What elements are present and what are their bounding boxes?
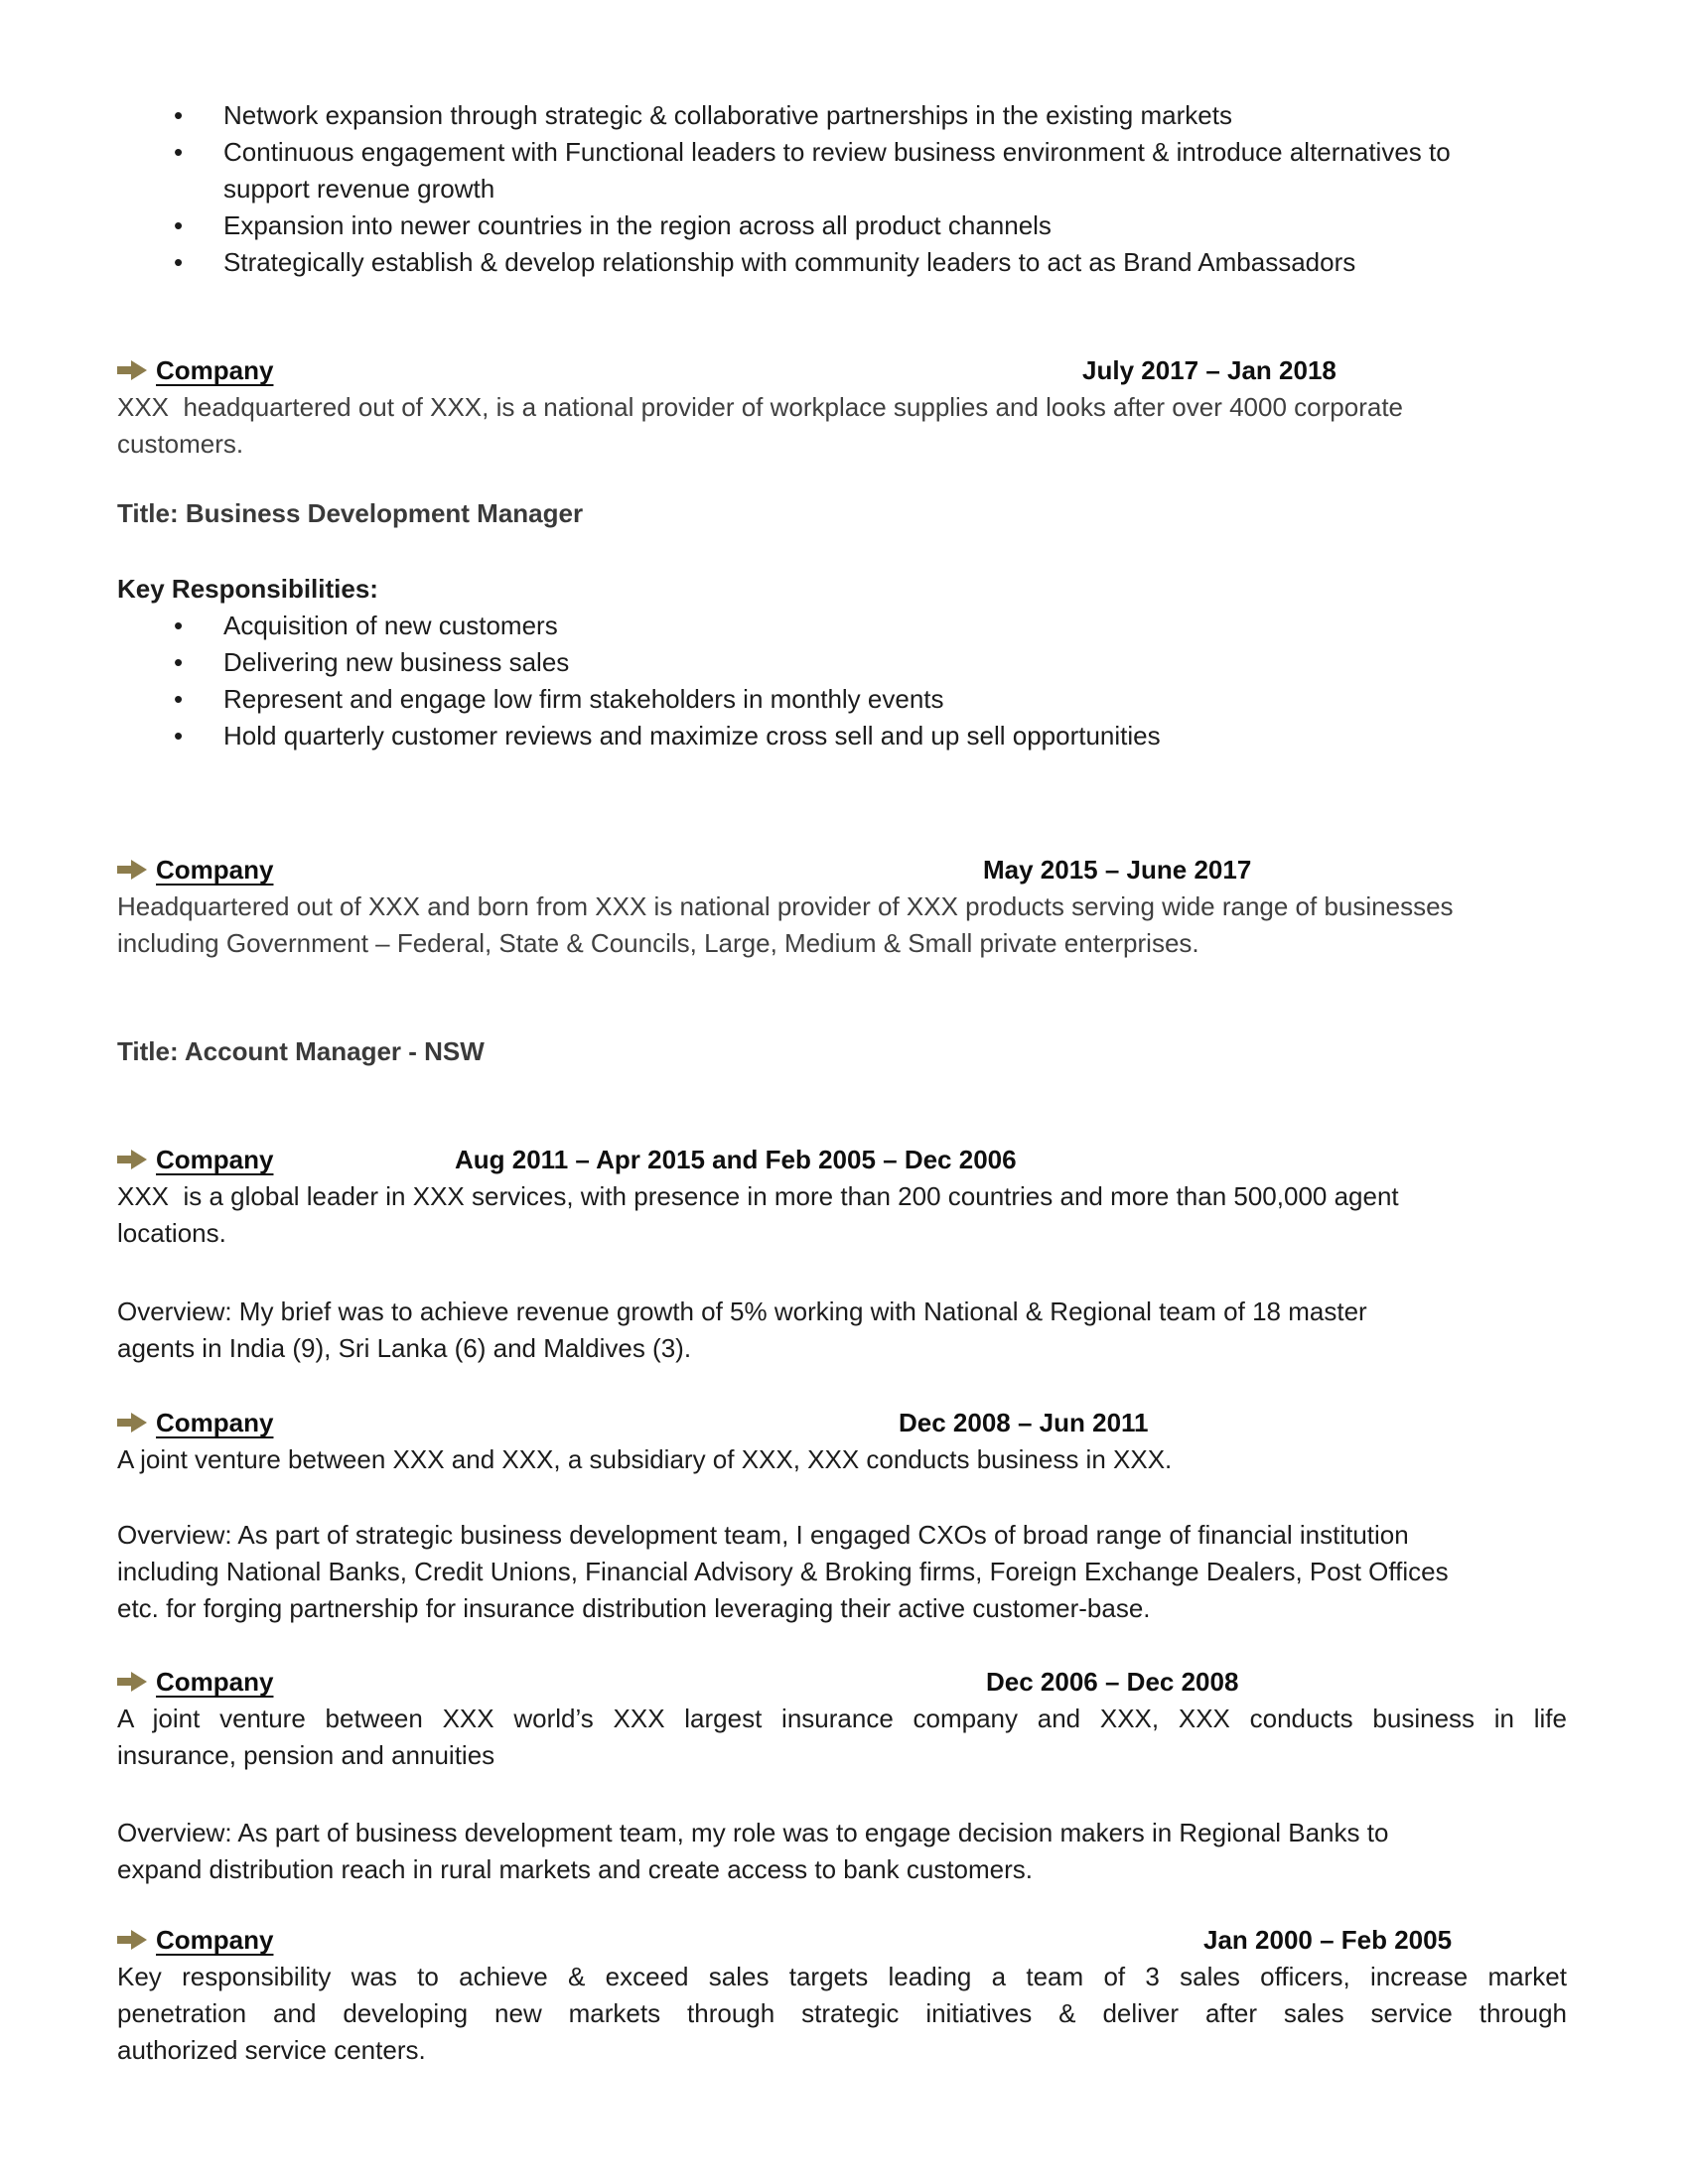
- responsibilities-heading: Key Responsibilities:: [117, 574, 378, 604]
- overview-line: Overview: My brief was to achieve revenue growth of 5% working with National & Regional team of 18 master: [117, 1297, 1367, 1326]
- company-header: [117, 1922, 1567, 1959]
- description-line: insurance, pension and annuities: [117, 1740, 495, 1770]
- company-section: [117, 352, 1567, 754]
- list-item: [117, 97, 1567, 134]
- description-line: XXX is a global leader in XXX services, with presence in more than 200 countries and more than 500,000 agent: [117, 1181, 1399, 1211]
- company-section: [117, 1922, 1567, 2069]
- overview-paragraph: [117, 1517, 1567, 1627]
- company-description: [117, 389, 1567, 463]
- bullet-text: Network expansion through strategic & collaborative partnerships in the existing markets: [223, 100, 1232, 130]
- description-line: A joint venture between XXX and XXX, a subsidiary of XXX, XXX conducts business in XXX.: [117, 1444, 1173, 1474]
- list-item: [117, 207, 1567, 244]
- list-item: [117, 644, 1567, 681]
- company-description: [117, 888, 1567, 962]
- company-label: Company: [156, 355, 274, 385]
- company-header: [117, 1405, 1567, 1441]
- bullet-text: Represent and engage low firm stakeholders in monthly events: [223, 684, 944, 714]
- company-label: Company: [156, 1667, 274, 1697]
- bullet-text: Delivering new business sales: [223, 647, 570, 677]
- company-description: [117, 1701, 1567, 1774]
- company-section: [117, 1664, 1567, 1888]
- date-range: Aug 2011 – Apr 2015 and Feb 2005 – Dec 2006: [455, 1145, 1017, 1174]
- top-bullet-list: [117, 97, 1567, 281]
- date-range: Dec 2006 – Dec 2008: [986, 1667, 1239, 1697]
- date-range: Dec 2008 – Jun 2011: [899, 1408, 1149, 1437]
- company-section: [117, 1405, 1567, 1627]
- bullet-icon: •: [174, 611, 184, 640]
- company-header: [117, 1664, 1567, 1701]
- overview-paragraph: [117, 1815, 1567, 1888]
- bullet-text: Expansion into newer countries in the region across all product channels: [223, 210, 1052, 240]
- company-section: [117, 1142, 1567, 1367]
- list-item: [117, 681, 1567, 718]
- arrow-bullet-icon: [117, 1924, 147, 1946]
- description-line: including Government – Federal, State & Councils, Large, Medium & Small private enterprises.: [117, 928, 1199, 958]
- overview-line: agents in India (9), Sri Lanka (6) and Maldives (3).: [117, 1333, 692, 1363]
- bullet-icon: •: [174, 100, 184, 130]
- overview-paragraph: [117, 1294, 1567, 1367]
- company-label: Company: [156, 1925, 274, 1955]
- bullet-icon: •: [174, 721, 184, 751]
- date-range: May 2015 – June 2017: [983, 855, 1252, 885]
- arrow-bullet-icon: [117, 854, 147, 876]
- company-header: [117, 1142, 1567, 1178]
- list-item: [117, 608, 1567, 644]
- company-section: [117, 852, 1567, 1070]
- company-description: [117, 1959, 1567, 2069]
- list-item: [117, 718, 1567, 754]
- bullet-icon: •: [174, 210, 184, 240]
- description-line: XXX headquartered out of XXX, is a national provider of workplace supplies and looks after over 4000 corporate: [117, 392, 1403, 422]
- bullet-text: Hold quarterly customer reviews and maximize cross sell and up sell opportunities: [223, 721, 1161, 751]
- arrow-bullet-icon: [117, 1144, 147, 1165]
- company-header: [117, 852, 1567, 888]
- description-line: locations.: [117, 1218, 226, 1248]
- list-item: [117, 244, 1567, 281]
- company-label: Company: [156, 855, 274, 885]
- job-title: Title: Business Development Manager: [117, 498, 584, 528]
- arrow-bullet-icon: [117, 1407, 147, 1429]
- overview-line: Overview: As part of business development team, my role was to engage decision makers in Regional Banks to: [117, 1818, 1389, 1847]
- bullet-text: Strategically establish & develop relationship with community leaders to act as Brand Ambassadors: [223, 247, 1356, 277]
- arrow-bullet-icon: [117, 354, 147, 376]
- company-label: Company: [156, 1145, 274, 1174]
- bullet-text: Acquisition of new customers: [223, 611, 558, 640]
- bullet-icon: •: [174, 647, 184, 677]
- responsibilities-list: [117, 608, 1567, 754]
- arrow-bullet-icon: [117, 1666, 147, 1688]
- description-line: authorized service centers.: [117, 2035, 426, 2065]
- company-description: [117, 1178, 1567, 1252]
- company-label: Company: [156, 1408, 274, 1437]
- company-header: [117, 352, 1567, 389]
- bullet-icon: •: [174, 247, 184, 277]
- date-range: July 2017 – Jan 2018: [1082, 355, 1336, 385]
- date-range: Jan 2000 – Feb 2005: [1203, 1925, 1453, 1955]
- job-title: Title: Account Manager - NSW: [117, 1036, 485, 1066]
- bullet-icon: •: [174, 137, 184, 167]
- description-line: Key responsibility was to achieve & exceed sales targets leading a team of 3 sales officers, increase market: [117, 1962, 1567, 1991]
- bullet-text: support revenue growth: [223, 174, 495, 204]
- list-item: [117, 134, 1567, 207]
- company-description: [117, 1441, 1567, 1478]
- bullet-icon: •: [174, 684, 184, 714]
- overview-line: etc. for forging partnership for insurance distribution leveraging their active customer-base.: [117, 1593, 1151, 1623]
- description-line: Headquartered out of XXX and born from XXX is national provider of XXX products serving wide range of businesses: [117, 891, 1454, 921]
- overview-line: Overview: As part of strategic business development team, I engaged CXOs of broad range of financial institution: [117, 1520, 1409, 1550]
- description-line: A joint venture between XXX world’s XXX largest insurance company and XXX, XXX conducts business in life: [117, 1704, 1567, 1733]
- bullet-text: Continuous engagement with Functional leaders to review business environment & introduce alternatives to: [223, 137, 1451, 167]
- description-line: customers.: [117, 429, 244, 459]
- description-line: penetration and developing new markets through strategic initiatives & deliver after sales service through: [117, 1998, 1567, 2028]
- overview-line: expand distribution reach in rural markets and create access to bank customers.: [117, 1854, 1034, 1884]
- overview-line: including National Banks, Credit Unions, Financial Advisory & Broking firms, Foreign Exchange Dealers, Post Offices: [117, 1557, 1449, 1586]
